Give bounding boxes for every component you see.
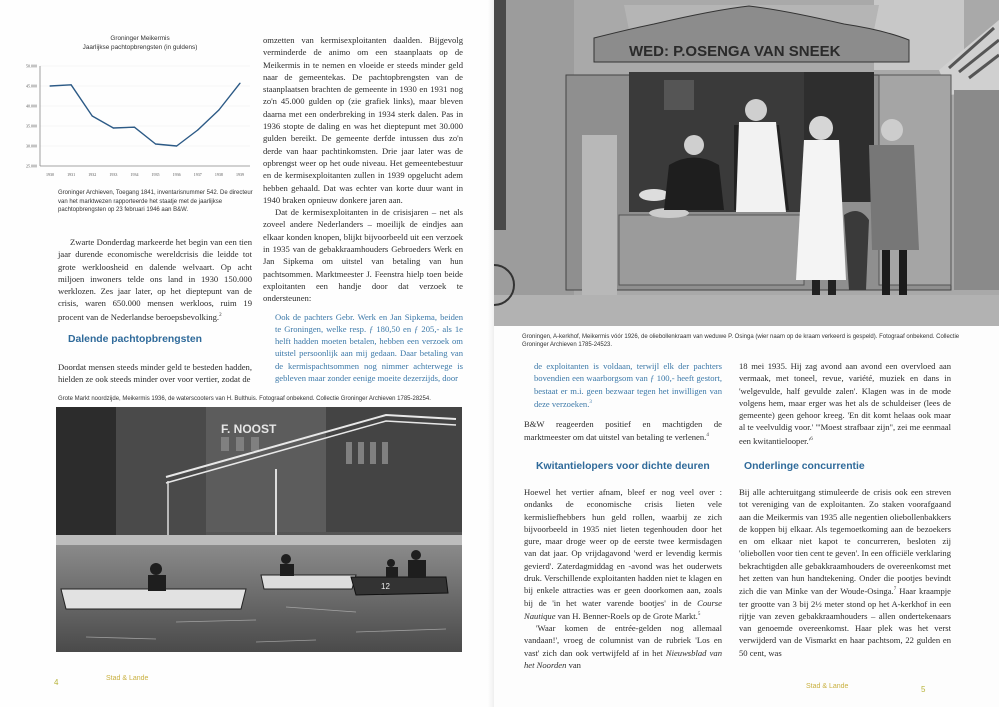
x-tick-label: 1934 <box>130 172 139 177</box>
left-column-2-text <box>263 34 463 384</box>
boat-number: 12 <box>381 582 390 591</box>
paragraph-text: B&W reageerden positief en machtigden de marktmeester om dat uitstel van betaling te verlenen. <box>524 419 722 443</box>
data-point <box>92 115 93 116</box>
footnote-marker: 3 <box>589 399 592 405</box>
chart-caption: Groninger Archieven, Toegang 1841, inventarisnummer 542. De directeur van het marktwezen rapporteerde het staatje met de jaarlijkse pachtopbrengsten op 23 februari 1946 aan B&W. <box>58 190 253 214</box>
page-number: 5 <box>921 685 926 694</box>
x-tick-label: 1931 <box>67 172 76 177</box>
stad-en-lande-logo <box>106 675 148 682</box>
photo-water-scooters <box>56 407 462 652</box>
block-quote <box>524 360 722 410</box>
logo-text: Stad & Lande <box>106 675 149 682</box>
data-point <box>176 145 177 146</box>
page-number: 4 <box>54 678 59 687</box>
x-tick-label: 1937 <box>193 172 202 177</box>
y-tick-label: 35.000 <box>26 123 37 129</box>
y-tick-label: 50.000 <box>26 63 37 69</box>
left-column-1-text <box>58 236 252 323</box>
data-point <box>197 129 198 130</box>
block-quote: Ook de pachters Gebr. Werk en Jan Sipkema, beiden te Groningen, welke resp. ƒ 180,50 en ƒ 205,- als 1e helft hadden moeten betalen, hebben een verzoek om uitstel persoonlijk aan mij gedaan. Daar betaling van de kermispachtsommen nog nimmer achterwege is gebleven maar zonder eenige moeite dezerzijds, door <box>275 311 463 384</box>
section-heading: Dalende pachtopbrengsten <box>68 334 202 345</box>
data-point <box>155 143 156 144</box>
paragraph: Doordat mensen steeds minder geld te besteden hadden, hielden ze ook steeds minder over voor vertier, zodat de <box>58 362 252 385</box>
paragraph <box>524 418 722 443</box>
y-tick-label: 45.000 <box>26 83 37 89</box>
data-point <box>49 85 50 86</box>
left-page <box>0 0 494 707</box>
data-point <box>113 127 114 128</box>
data-point <box>218 109 219 110</box>
logo-text: Stad & Lande <box>806 683 849 690</box>
series-line <box>50 83 240 146</box>
data-point <box>134 127 135 128</box>
chart-title-block <box>30 34 250 52</box>
x-tick-label: 1935 <box>151 172 160 177</box>
footnote-marker: 4 <box>706 433 709 439</box>
photo-illustration <box>494 0 999 326</box>
right-column-1-text-2 <box>524 486 722 671</box>
footnote-marker: 6 <box>810 436 813 442</box>
photo-illustration <box>56 407 462 652</box>
right-page <box>494 0 999 707</box>
line-chart <box>10 58 255 186</box>
data-point <box>239 83 240 84</box>
y-tick-label: 30.000 <box>26 143 37 149</box>
paragraph-text: van <box>568 660 581 671</box>
x-tick-label: 1933 <box>109 172 118 177</box>
y-tick-label: 25.000 <box>26 163 37 169</box>
photo-sign-text: WED: P.OSENGA VAN SNEEK <box>629 43 841 60</box>
footnote-marker: 7 <box>893 587 897 593</box>
chart-title: Groninger Meikermis <box>110 35 170 42</box>
paragraph-text: Zwarte Donderdag markeerde het begin van een tien jaar durende economische wereldcrisis die leidde tot grote werkloosheid en dalende welvaart. Op acht miljoen inwoners telde ons land in 1930 150.000 werklozen. Zes jaar later, op het dieptepunt van de crisis, waren 650.000 mensen werkloos, ruim 19 procent van de Nederlandse beroepsbevolking. <box>58 237 252 322</box>
x-tick-label: 1939 <box>236 172 244 177</box>
photo-sign-text: F. NOOST <box>221 422 277 436</box>
chart-subtitle: Jaarlijkse pachtopbrengsten (in guldens) <box>82 44 198 51</box>
paragraph-text: Haar kraampje ter grootte van 3 bij 2½ meter stond op het A-kerkhof in een rijtje van zeven gebakkraamhouders – allen ondertekenaars van genoemde overeenkomst. Haar plek was het verst verwijderd van de Vismarkt en haar pachtsom, 22 gulden en 50 cent, was <box>739 586 951 658</box>
paragraph-text: Bij alle achteruitgang stimuleerde de crisis ook een streven tot vereniging van de exploitanten. Zo staken voorafgaand aan die Meikermis van 1935 alle negentien oliebollenbakkers de koppen bij elkaar. Als tegemoetkoming aan de bezoekers en om elkaar niet kapot te concurreren, besloten zij 'oliebollen voor tien cent te geven'. In een officiële verklaring bekrachtigden alle gebakkraamhouders de overeenkomst met het zetten van hun handtekening. Onder die pootjes bevindt zich die van Minke van der Woude-Osinga. <box>739 487 951 597</box>
y-tick-label: 40.000 <box>26 103 37 109</box>
photo-caption: Groningen, A-kerkhof, Meikermis vóór 1926, de oliebollenkraam van weduwe P. Osinga (wier naam op de kraam verkeerd is gespeld). Fotograaf onbekend. Collectie Groninger Archieven 1785-24523. <box>522 334 960 349</box>
paragraph <box>524 622 722 671</box>
footnote-marker: 5 <box>697 611 701 617</box>
boat <box>261 575 356 589</box>
photo-oliebollenkraam <box>494 0 999 326</box>
x-tick-label: 1932 <box>88 172 97 177</box>
italic-title: Course Nautique <box>524 597 722 621</box>
photo-caption: Grote Markt noordzijde, Meikermis 1936, de waterscooters van H. Bulthuis. Fotograaf onbekend. Collectie Groninger Archieven 1785-28254. <box>58 396 431 402</box>
quote-text: de exploitanten is voldaan, terwijl elk der pachters bovendien een waarborgsom van ƒ 100,- heeft gestort, bestaat er m.i. geen bezwaar tegen het inwilligen van deze verzoeken. <box>534 361 722 409</box>
paragraph: omzetten van kermisexploitanten daalden. Bijgevolg verminderde de animo om een staanplaats op de Meikermis in te nemen en vloeide er steeds minder geld naar de gemeentekas. De pachtopbrengsten van de staanplaatsen brachten de gemeente in 1930 en 1931 nog zo'n 45.000 gulden op (zie grafiek links), maar bleven daarna met een onderbreking in 1934 sterk dalen. Pas in 1936 stopte de daling en was het dieptepunt met 30.000 gulden bereikt. De gemeente derfde intussen dus zo'n derde van haar pachtinkomsten. Drie jaar later was de opbrengst weer op het oude niveau. Het gemeentebestuur en de kermisexploitanten zullen in 1939 opgelucht adem hebben gehaald. Dat was echter van korte duur want in 1940 braken opnieuw donkere jaren aan. <box>263 35 463 205</box>
right-column-2-text <box>739 360 951 447</box>
left-column-1-text-2 <box>58 361 252 386</box>
paragraph <box>739 486 951 659</box>
data-point <box>71 84 72 85</box>
paragraph-text: Hoewel het vertier afnam, bleef er nog veel over : ondanks de economische crisis lieten vele kermisliefhebbers hun geld rollen, waarbij ze zich bijvoorbeeld in 1935 niet lieten tegenhouden door het gure, maar droge weer op de eerste twee kermisdagen van dat jaar. Op vrijdagavond 'werd er levendig kermis gevierd'. Zaterdagmiddag en -avond was het ouderwets druk. Verschillende exploitanten hadden niet te klagen en bij enkele attracties was er geen doorkomen aan, zoals bij de 'in het water varende bootjes' in de <box>524 487 722 608</box>
x-tick-label: 1938 <box>214 172 223 177</box>
paragraph-text: 'Waar komen de entrée-gelden nog allemaal vandaan!', vroeg de columnist van de rubriek 'Los en vast' zich dan ook vertwijfeld af in het <box>524 623 722 658</box>
paragraph <box>524 486 722 622</box>
italic-title: Nieuwsblad van het Noorden <box>524 647 722 671</box>
right-column-2-text-2 <box>739 486 951 659</box>
x-tick-label: 1936 <box>172 172 181 177</box>
paragraph-text: van H. Benner-Roels op de Grote Markt. <box>557 610 698 621</box>
paragraph <box>739 360 951 447</box>
paragraph-text: 18 mei 1935. Hij zag avond aan avond een overvloed aan vermaak, met toneel, revue, variété, muziek en dans in 'welgevulde, half gevulde zalen'. Klagen was in de mode volgens hem, maar erger was het als de schuldeiser (lees de gemeente) geen gehoor kreeg. 'En dit komt helaas ook maar al te veelvuldig voor.' '"Moest strafbaar zijn", zei me eenmaal een kwitantielooper.' <box>739 361 951 446</box>
paragraph: Dat de kermisexploitanten in de crisisjaren – net als zoveel andere Nederlanders – moeilijk de eindjes aan elkaar konden knopen, blijkt bijvoorbeeld uit een verzoek in 1935 van de gebakkraamhouders Gebroeders Werk en Jan Sipkema om uitstel van betaling van hun pachtsommen. Marktmeester J. Feenstra hielp toen beide exploitanten een handje door dat verzoek te ondersteunen: <box>263 207 463 304</box>
boat <box>61 589 246 609</box>
boat <box>351 577 448 595</box>
section-heading: Onderlinge concurrentie <box>744 461 865 472</box>
right-column-1-text <box>524 360 722 444</box>
paragraph <box>58 236 252 323</box>
footnote-marker: 2 <box>219 312 222 318</box>
x-tick-label: 1930 <box>46 172 54 177</box>
section-heading: Kwitantielopers voor dichte deuren <box>536 461 710 472</box>
stad-en-lande-logo <box>806 683 848 690</box>
